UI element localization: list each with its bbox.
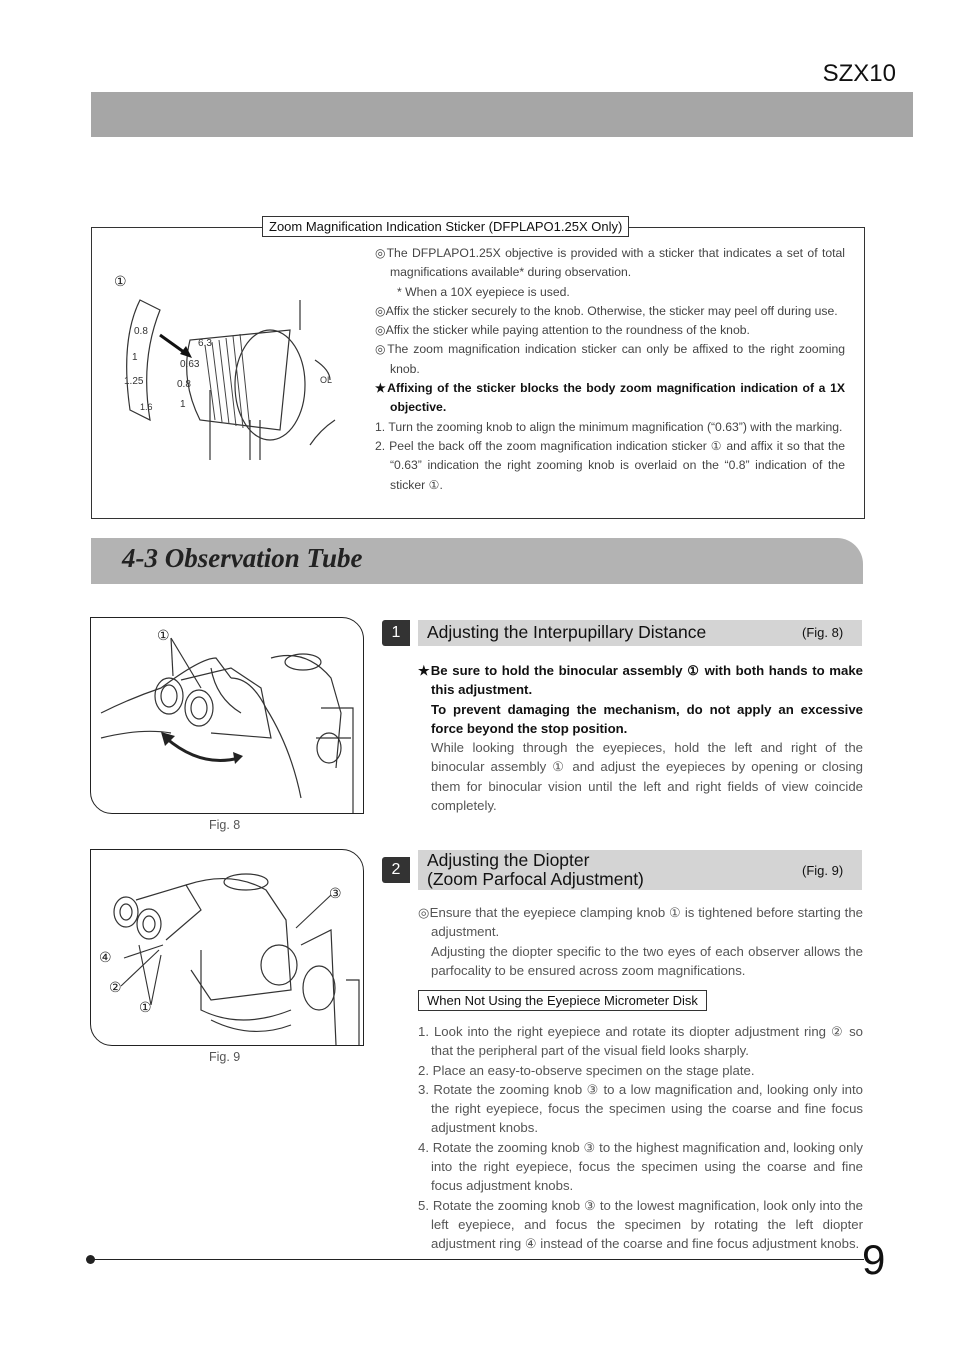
tape-label-2: 1 (132, 352, 138, 363)
sticker-instructions (375, 244, 845, 495)
sticker-para: ◎Affix the sticker securely to the knob. Otherwise, the sticker may peel off during use. (375, 303, 838, 318)
figure-8-caption: Fig. 8 (209, 818, 241, 832)
subsection-1-title: Adjusting the Interpupillary Distance (427, 622, 707, 642)
caution-text: To prevent damaging the mechanism, do not apply an excessive force beyond the stop position. (431, 701, 863, 736)
subsection-1-figref: (Fig. 8) (802, 625, 844, 640)
subsection-2-title (427, 851, 644, 889)
fig9-callout-4: ④ (99, 949, 112, 965)
fig9-callout-3: ③ (329, 885, 342, 901)
footer-dot (86, 1255, 95, 1264)
step-item: 1. Look into the right eyepiece and rotate its diopter adjustment ring ② so that the peripheral part of the visual field looks sharply. (418, 1024, 863, 1059)
figure-8-illustration (91, 618, 363, 813)
step-item: 4. Rotate the zooming knob ③ to the highest magnification and, looking only into the right eyepiece, focus the specimen using the coarse and fine focus adjustment knobs. (418, 1139, 863, 1194)
clamp-note: ◎Ensure that the eyepiece clamping knob ① is tightened before starting the adjustment. (418, 905, 863, 940)
figure-8-frame (90, 617, 364, 814)
sticker-step: 1. Turn the zooming knob to align the minimum magnification (“0.63”) with the marking. (375, 419, 843, 434)
tape-label-1: 0.8 (134, 326, 148, 337)
subsection-2-body (418, 903, 863, 980)
knob-label-3: 0.8 (177, 379, 191, 390)
figure-9-caption: Fig. 9 (209, 1050, 241, 1064)
fig9-callout-2: ② (109, 979, 122, 995)
step-item: 3. Rotate the zooming knob ③ to a low magnification and, looking only into the right eyepiece, focus the specimen using the coarse and fine focus adjustment knobs. (418, 1081, 863, 1136)
page-number: 9 (862, 1236, 886, 1283)
subsection-2-title-line2: (Zoom Parfocal Adjustment) (427, 869, 644, 889)
subsection-2-figref: (Fig. 9) (802, 863, 844, 878)
diopter-steps (418, 1022, 863, 1254)
step-item: 5. Rotate the zooming knob ③ to the lowest magnification, look only into the left eyepiece, and focus the specimen by rotating the left diopter adjustment ring ④ instead of the coarse and fine focus adjustment knobs. (418, 1197, 863, 1252)
ol-label: OL (320, 375, 333, 385)
header-bar (91, 92, 913, 137)
knob-label-4: 1 (180, 399, 186, 410)
warning-text: ★Be sure to hold the binocular assembly ① with both hands to make this adjustment. (418, 663, 863, 698)
instruction-text: While looking through the eyepieces, hold the left and right of the binocular assembly ① and adjust the eyepieces by opening or closing them for binocular vision until the left and right fields of view coincide completely. (431, 740, 863, 814)
sticker-step: 2. Peel the back off the zoom magnification indication sticker ① and affix it so that the “0.63” indication the right zooming knob is overlaid on the “0.8” indication of the sticker ①. (375, 438, 845, 492)
micrometer-box-label: When Not Using the Eyepiece Micrometer Disk (418, 990, 707, 1011)
sticker-box-title: Zoom Magnification Indication Sticker (DFPLAPO1.25X Only) (262, 216, 629, 237)
step-item: 2. Place an easy-to-observe specimen on the stage plate. (418, 1062, 755, 1078)
fig8-callout: ① (157, 627, 170, 643)
subsection-2-number: 2 (382, 857, 410, 883)
fig9-callout-1: ① (139, 999, 152, 1015)
tape-label-4: 1.6 (140, 402, 153, 412)
subsection-1-number: 1 (382, 620, 410, 646)
sticker-warning: ★Affixing of the sticker blocks the body zoom magnification indication of a 1X objective. (375, 381, 845, 415)
subsection-1-body (418, 661, 863, 815)
subsection-2-title-line1: Adjusting the Diopter (427, 850, 590, 870)
knob-label-2: 0.63 (180, 359, 200, 370)
knob-label-1: 6.3 (198, 338, 212, 349)
sticker-para: ◎Affix the sticker while paying attention to the roundness of the knob. (375, 323, 750, 338)
footer-rule (91, 1259, 864, 1260)
tape-label-3: 1.25 (124, 376, 144, 387)
sticker-illustration (110, 270, 340, 465)
sticker-callout: ① (114, 273, 127, 289)
figure-9-frame (90, 849, 364, 1046)
figure-9-illustration (91, 850, 363, 1045)
sticker-para: ◎The zoom magnification indication sticker can only be affixed to the right zooming knob. (375, 342, 845, 376)
sticker-para: ◎The DFPLAPO1.25X objective is provided with a sticker that indicates a set of total magnifications available* during observation. (375, 246, 845, 280)
model-name: SZX10 (822, 60, 896, 87)
sticker-para: * When a 10X eyepiece is used. (397, 284, 570, 299)
diopter-explanation: Adjusting the diopter specific to the two eyes of each observer allows the parfocality to be ensured across zoom magnifications. (431, 943, 863, 978)
section-title: 4-3 Observation Tube (122, 543, 363, 573)
